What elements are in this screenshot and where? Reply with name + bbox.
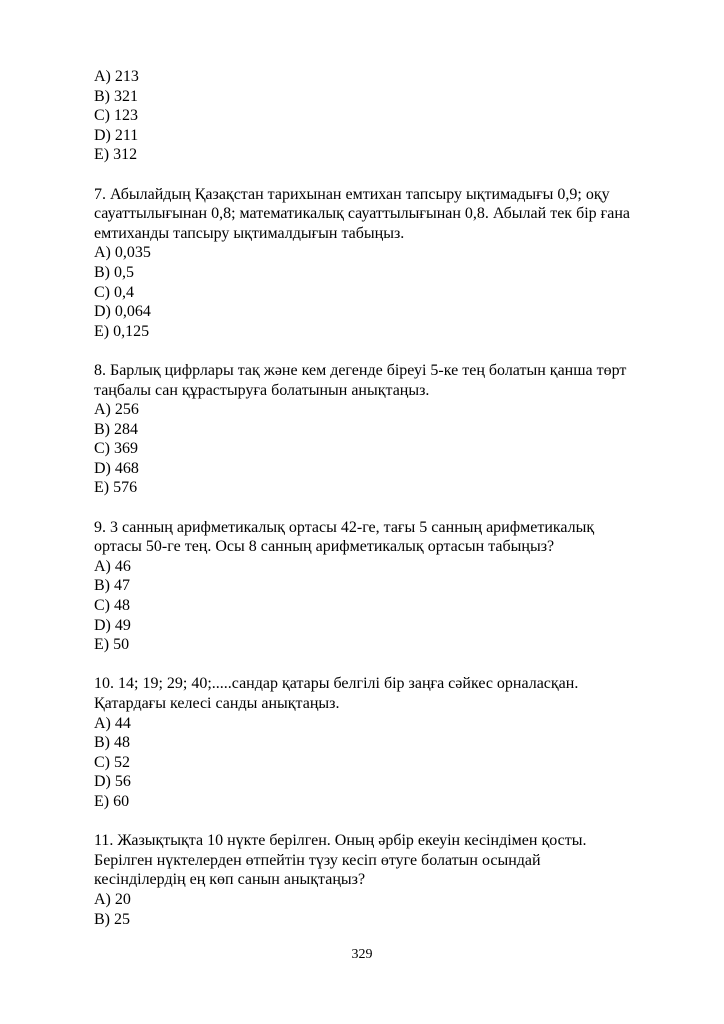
option-b: B) 25 (94, 910, 130, 928)
option-c: C) 48 (94, 597, 130, 615)
spacer (94, 341, 672, 361)
spacer (94, 655, 672, 675)
option-b: B) 321 (94, 87, 138, 105)
question-10-text-line-1: 10. 14; 19; 29; 40;.....сандар қатары белгілі бір заңға сәйкес орналасқан. (94, 675, 579, 693)
question-9-text-line-1: 9. 3 санның арифметикалық ортасы 42-ге, тағы 5 санның арифметикалық (94, 518, 595, 536)
question-11-text-line-1: 11. Жазықтықта 10 нүкте берілген. Оның әрбір екеуін кесіндімен қосты. (94, 832, 587, 850)
page-content (94, 67, 672, 929)
option-e: E) 0,125 (94, 322, 150, 340)
option-c: C) 369 (94, 440, 138, 458)
option-d: D) 0,064 (94, 303, 151, 321)
question-11 (94, 831, 672, 929)
question-8-text-line-1: 8. Барлық цифрлары тақ және кем дегенде біреуі 5-ке тең болатын қанша төрт (94, 361, 627, 379)
question-9-text-line-2: ортасы 50-ге тең. Осы 8 санның арифметикалық ортасын табыңыз? (94, 538, 555, 556)
option-d: D) 211 (94, 126, 139, 144)
option-b: B) 284 (94, 420, 138, 438)
option-b: B) 0,5 (94, 263, 134, 281)
prev-question-options (94, 67, 672, 165)
option-b: B) 48 (94, 734, 130, 752)
question-10-text-line-2: Қатардағы келесі санды анықтаңыз. (94, 695, 340, 712)
question-7-text-line-1: 7. Абылайдың Қазақстан тарихынан емтихан тапсыру ықтимадығы 0,9; оқу (94, 185, 610, 203)
question-10 (94, 674, 672, 811)
option-a: A) 256 (94, 401, 139, 419)
option-e: E) 50 (94, 636, 130, 654)
option-c: C) 0,4 (94, 283, 134, 301)
question-11-text-line-2: Берілген нүктелерден өтпейтін түзу кесіп өтуге болатын осындай (94, 851, 541, 869)
question-8 (94, 361, 672, 498)
option-d: D) 468 (94, 459, 139, 477)
option-a: A) 0,035 (94, 244, 151, 262)
option-a: A) 46 (94, 557, 131, 575)
option-a: A) 213 (94, 68, 139, 85)
question-7-text-line-2: сауаттылығынан 0,8; математикалық сауаттылығынан 0,8. Абылай тек бір ғана (94, 205, 630, 223)
option-d: D) 49 (94, 616, 131, 634)
option-b: B) 47 (94, 577, 130, 595)
question-11-text-line-3: кесінділердің ең көп санын анықтаңыз? (94, 871, 366, 889)
spacer (94, 812, 672, 832)
spacer (94, 498, 672, 518)
option-e: E) 312 (94, 146, 138, 164)
option-a: A) 44 (94, 714, 131, 732)
option-e: E) 576 (94, 479, 138, 497)
question-7-text-line-3: емтиханды тапсыру ықтималдығын табыңыз. (94, 224, 405, 242)
page-number: 329 (351, 947, 373, 962)
option-a: A) 20 (94, 890, 131, 908)
option-d: D) 56 (94, 773, 131, 791)
question-8-text-line-2: таңбалы сан құрастыруға болатынын анықтаңыз. (94, 381, 430, 399)
option-c: C) 52 (94, 753, 130, 771)
option-c: C) 123 (94, 107, 138, 125)
question-7 (94, 185, 672, 342)
question-9 (94, 518, 672, 655)
option-e: E) 60 (94, 792, 130, 810)
spacer (94, 165, 672, 185)
